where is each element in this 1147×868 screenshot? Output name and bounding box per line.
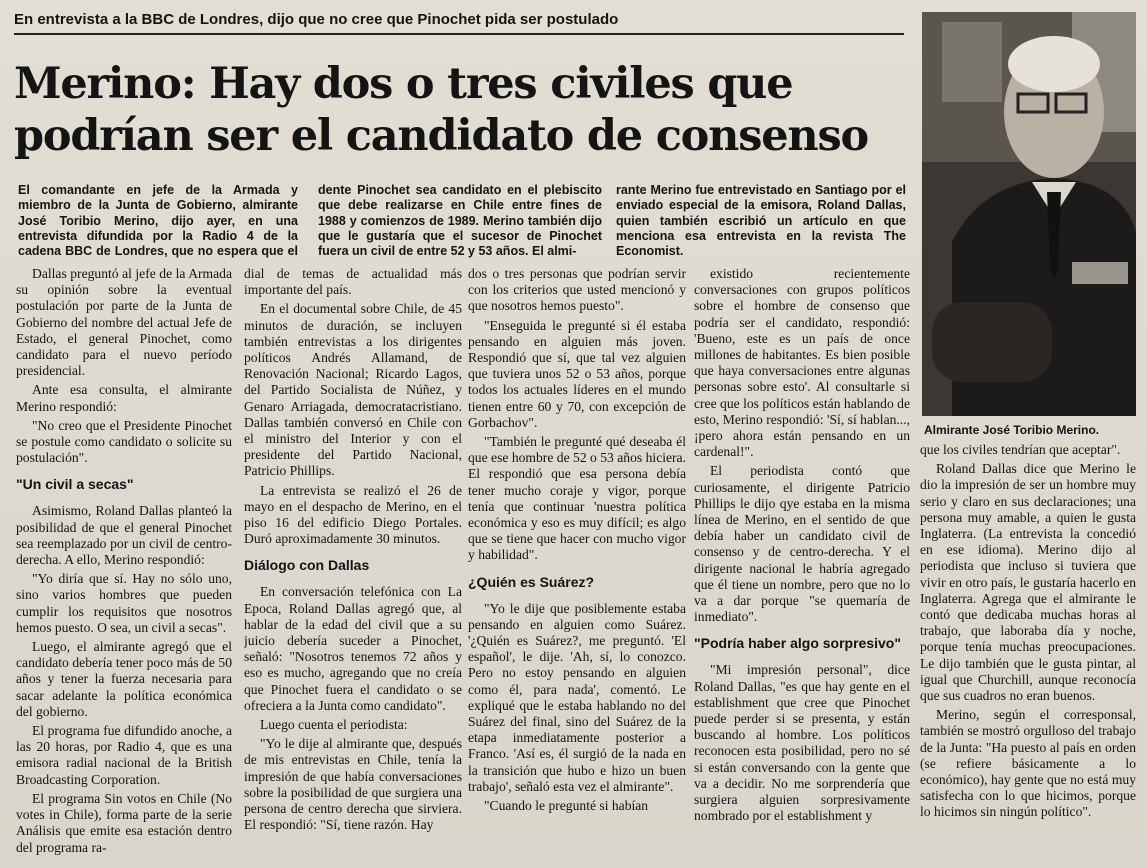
paragraph: "Yo diría que sí. Hay no sólo uno, sino varios hombres que pueden cumplir los requisitos que nosotros hemos puesto. O sea, un civil a secas". [16,571,232,635]
article-column [694,266,910,864]
paragraph: "Cuando le pregunté si habían [484,798,649,814]
paragraph: "Mi impresión personal", dice Roland Dallas, "es que hay gente en el establishment que cree que Pinochet puede perder si se presenta, y están buscando al hombre. Los políticos reconocen esta posibilidad, pero no sé si están conversando con la gente que va a decidir. No me sorprendería que surgiera alguien sorpresivamente nombrado por el establishment y [694,662,910,824]
portrait-photo [922,12,1136,416]
paragraph: "Yo le dije al almirante que, después de mis entrevistas en Chile, tenía la impresión de que había conversaciones sobre la posibilidad de que surgiera una persona de centro derecha que sirviera. El respondió: "Sí, tiene razón. Hay [244,736,462,833]
paragraph: dial de temas de actualidad más importante del país. [244,266,462,298]
photo-caption: Almirante José Toribio Merino. [924,423,1100,437]
paragraph: dos o tres personas que podrían servir con los criterios que usted mencionó y que nosotros hemos puesto". [468,266,686,314]
paragraph: que los civiles tendrían que aceptar". [920,442,1121,457]
lead-paragraph-part: rante Merino fue entrevistado en Santiago por el enviado especial de la emisora, Roland Dallas, quien también escribió un artículo en que menciona esa entrevista en la revista The Economist. [616,183,906,259]
section-subheading: ¿Quién es Suárez? [468,573,595,590]
paragraph: Dallas preguntó al jefe de la Armada su opinión sobre la eventual postulación por parte de la Junta de Gobierno del nombre del actual Jefe de Estado, el general Pinochet, como candidato para el nuevo período presidencial. [16,266,232,379]
section-subheading: "Un civil a secas" [16,476,134,493]
lead-paragraph-part: El comandante en jefe de la Armada y miembro de la Junta de Gobierno, almirante José Toribio Merino, dijo ayer, en una entrevista difundida por la Radio 4 de la cadena BBC de Londres, que no espera que el [18,183,298,259]
portrait-illustration [922,12,1136,416]
paragraph: "También le pregunté qué deseaba él que ese hombre de 52 o 53 años hiciera. El respondió que esa persona debía tener mucho coraje y vigor, porque tenía que continuar 'nuestra política económica y eso es muy difícil; es algo que se tiene que hacer con mucho vigor y habilidad". [468,434,686,563]
article-column [468,266,686,864]
paragraph: Luego cuenta el periodista: [260,717,408,733]
paragraph: El programa Sin votos en Chile (No votes in Chile), forma parte de la serie Análisis que emite esa estación dentro del programa ra- [16,790,232,855]
paragraph: "Enseguida le pregunté si él estaba pensando en alguien más joven. Respondió que sí, que tal vez alguien que tuviera unos 52 o 53 años, porque todos los actuales líderes en el mundo tienen entre 60 y 70, con excepción de Gorbachov". [468,317,686,430]
paragraph: Merino, según el corresponsal, también se mostró orgulloso del trabajo de la Junta: "Ha puesto al país en orden (se refiere básicamente a lo económico), hay gente que no está muy satisfecha con lo que hicimos, porque lo hicimos sin ningún político". [920,707,1136,820]
paragraph: existido recientemente conversaciones con grupos políticos sobre el hombre de consenso que podría ser el candidato, respondió: 'Bueno, este es un país de once millones de habitantes. Es bien posible que haya conversaciones entre algunas personas sobre esto'. Al consultarle si cree que los políticos están hablando de esto, Merino respondió: 'Sí, sí hablan..., ¡pero ahora están pensando en un cardenal!". [694,266,910,460]
section-subheading: "Podría haber algo sorpresivo" [694,635,901,652]
article-column [244,266,462,864]
paragraph: "Yo le dije que posiblemente estaba pensando en alguien como Suárez. '¿Quién es Suárez?, me preguntó. 'El español', le dije. 'Ah, sí, lo conozco. Pero no estoy pensando en alguien como él, para nada', comentó. Le expliqué que le estaba hablando no del Suárez del final, sino del Suárez de la etapa inmediatamente posterior a Franco. 'Así es, él surgió de la nada en la transición que hubo e hizo un buen trabajo', señaló esta vez el almirante". [468,600,686,794]
paragraph: El programa fue difundido anoche, a las 20 horas, por Radio 4, que es una emisora radial nacional de la British Broadcasting Corporation. [16,723,232,787]
article-column [16,266,232,864]
article-column-continued [920,442,1136,864]
lead-paragraph-part: dente Pinochet sea candidato en el plebiscito que debe realizarse en Chile entre fines de 1988 y comienzos de 1989. Merino también dijo que le gustaría que el sucesor de Pinochet fuera un civil de entre 52 y 53 años. El almi- [318,183,602,259]
headline: Merino: Hay dos o tres civiles que podrían ser el candidato de consenso [14,59,868,161]
paragraph: La entrevista se realizó el 26 de mayo en el despacho de Merino, en el piso 16 del edificio Diego Portales. Duró aproximadamente 30 minutos. [244,482,462,547]
paragraph: En conversación telefónica con La Epoca, Roland Dallas agregó que, al hablar de la edad del civil que a su juicio debería suceder a Pinochet, señaló: "Nosotros tenemos 72 años y eso es mucho, agregando que no creía que Pinochet fuera el candidato o se ofreciera a la Junta como candidato". [244,584,462,713]
section-subheading: Diálogo con Dallas [244,557,370,574]
paragraph: Luego, el almirante agregó que el candidato debería tener poco más de 50 años y tener la fuerza necesaria para sacar adelante la política económica del gobierno. [16,639,232,719]
kicker: En entrevista a la BBC de Londres, dijo que no cree que Pinochet pida ser postulado [14,10,904,35]
paragraph: Asimismo, Roland Dallas planteó la posibilidad de que el general Pinochet sea reemplazado por un civil de centro-derecha. A ello, Merino respondió: [16,503,232,568]
paragraph: "No creo que el Presidente Pinochet se postule como candidato o solicite su postulación". [16,417,232,466]
paragraph: Roland Dallas dice que Merino le dio la impresión de ser un hombre muy serio y claro en sus declaraciones; una persona muy amable, a quien le gusta Inglaterra. (La entrevista la concedió en ese idioma). Merino dijo al periodista que incluso si tuviera que vivir en otro país, le gustaría hacerlo en Inglaterra. Agrega que el almirante le contó que dedicaba muchas horas al trabajo, que laboraba día y noche, porque tenía muchas preocupaciones. Le dijo también que le gusta pintar, al igual que Churchill, aunque reconocía que sus cuadros no eran buenos. [920,461,1136,704]
paragraph: Ante esa consulta, el almirante Merino respondió: [16,382,232,414]
paragraph: El periodista contó que curiosamente, el dirigente Patricio Phillips le dijo qye estaba en la misma línea de Merino, en el sentido de que debía haber un candidato civil de consenso y de centro-derecha. Y el dirigente nacional le habría agregado que él tiene un nombre, pero que no lo va a dar porque "se quemaría de inmediato". [694,463,910,625]
paragraph: En el documental sobre Chile, de 45 minutos de duración, se incluyen también entrevistas a los dirigentes políticos Andrés Allamand, de Renovación Nacional; Ricardo Lagos, del Partido Socialista de Núñez, y Genaro Arriagada, democratacristiano. Dallas también conversó en Chile con el ministro del Interior y con el presidente del Partido Nacional, Patricio Phillips. [244,301,462,479]
